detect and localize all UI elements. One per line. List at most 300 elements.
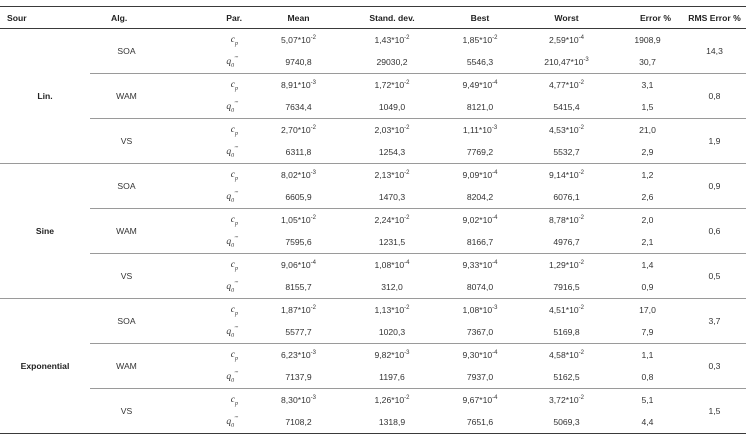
table-row [0,254,746,277]
mean-cell-times-ten: *10 [297,125,311,135]
stand-dev-cell-times-ten: *10 [391,260,405,270]
best-cell [439,74,521,97]
worst-cell: 4976,7 [521,231,612,254]
worst-cell-exponent: -2 [578,350,584,357]
rms-error-cell: 1,9 [683,119,746,164]
error-cell: 0,8 [612,366,683,389]
param-q0 [163,276,252,299]
stand-dev-cell-mantissa: 1,13 [374,305,392,315]
stand-dev-cell: 1470,3 [345,186,439,209]
stand-dev-cell-mantissa: 1,72 [374,80,392,90]
worst-cell-mantissa: 4,58 [549,350,566,360]
mean-cell-mantissa: 9,06 [281,260,298,270]
param-subscript: 0 [231,242,235,249]
mean-cell-times-ten: *10 [297,260,311,270]
mean-cell-mantissa: 5,07 [281,35,298,45]
worst-cell-mantissa: 8,78 [549,215,566,225]
mean-cell: 5577,7 [252,321,345,344]
worst-cell-exponent: -2 [578,80,584,87]
error-cell: 2,9 [612,141,683,164]
best-cell-times-ten: *10 [479,395,493,405]
mean-cell-exponent: -2 [310,215,316,222]
worst-cell-exponent: -2 [578,395,584,402]
stand-dev-cell-times-ten: *10 [391,215,405,225]
best-cell: 8204,2 [439,186,521,209]
best-cell-mantissa: 9,33 [462,260,480,270]
param-superscript: ''' [234,325,238,332]
header-par: Par. [163,7,252,29]
param-subscript: 0 [231,62,235,69]
worst-cell-mantissa: 1,29 [549,260,566,270]
error-cell: 7,9 [612,321,683,344]
param-superscript: ''' [234,280,238,287]
worst-cell: 6076,1 [521,186,612,209]
param-base: q [226,57,232,67]
stand-dev-cell-times-ten: *10 [391,395,405,405]
worst-cell-times-ten: *10 [565,170,579,180]
mean-cell-times-ten: *10 [297,215,311,225]
error-cell: 3,1 [641,80,654,90]
mean-cell-mantissa: 8,30 [281,395,298,405]
best-cell [439,29,521,52]
worst-cell [521,164,612,187]
best-cell [439,164,521,187]
stand-dev-cell-times-ten: *10 [391,350,405,360]
table-body [0,29,746,434]
best-cell-mantissa: 9,49 [462,80,480,90]
param-superscript: ''' [234,55,238,62]
param-superscript: ''' [234,145,238,152]
error-cell: 2,6 [612,186,683,209]
best-cell-times-ten: *10 [479,215,493,225]
worst-cell-times-ten: *10 [565,350,579,360]
worst-cell [521,299,612,322]
stand-dev-cell-mantissa: 9,82 [374,350,392,360]
table-row [0,389,746,412]
stand-dev-cell-mantissa: 1,08 [374,260,392,270]
worst-cell-times-ten: *10 [565,305,579,315]
best-cell [439,209,521,232]
algorithm-label: WAM [90,209,163,254]
best-cell-times-ten: *10 [479,350,493,360]
param-superscript: ''' [234,235,238,242]
best-cell-exponent: -3 [492,305,498,312]
best-cell [439,344,521,367]
worst-cell-mantissa: 4,77 [549,80,566,90]
header-mean: Mean [252,7,345,29]
best-cell: 8121,0 [439,96,521,119]
worst-cell-exponent: -2 [578,125,584,132]
param-base: q [226,192,232,202]
best-cell-mantissa: 9,02 [462,215,480,225]
stand-dev-cell-times-ten: *10 [391,80,405,90]
worst-cell: 7916,5 [521,276,612,299]
stand-dev-cell: 1318,9 [345,411,439,434]
worst-cell [521,254,612,277]
best-cell-exponent: -4 [492,215,498,222]
param-base: c [230,170,235,180]
mean-cell-mantissa: 1,05 [281,215,298,225]
mean-cell [252,29,345,52]
mean-cell-exponent: -2 [310,305,316,312]
best-cell: 8074,0 [439,276,521,299]
worst-cell [521,389,612,412]
mean-cell-mantissa: 6,23 [281,350,298,360]
best-cell-exponent: -4 [492,260,498,267]
param-q0 [163,96,252,119]
best-cell [439,254,521,277]
stand-dev-cell-times-ten: *10 [391,125,405,135]
stand-dev-cell-mantissa: 2,13 [374,170,392,180]
param-superscript: ''' [234,100,238,107]
rms-error-cell: 3,7 [683,299,746,344]
mean-cell: 7595,6 [252,231,345,254]
param-q0 [163,51,252,74]
best-cell-mantissa: 9,30 [462,350,480,360]
algorithm-label: SOA [90,29,163,74]
param-base: c [230,35,235,45]
worst-cell-mantissa: 9,14 [549,170,566,180]
mean-cell: 7108,2 [252,411,345,434]
best-cell-mantissa: 1,08 [462,305,480,315]
error-cell: 5,1 [641,395,654,405]
stand-dev-cell [345,164,439,187]
best-cell [439,119,521,142]
mean-cell-times-ten: *10 [297,170,311,180]
param-base: c [230,395,235,405]
param-q0 [163,411,252,434]
param-base: c [230,125,235,135]
error-cell: 17,0 [639,305,656,315]
param-cp [163,389,252,412]
worst-cell [521,344,612,367]
best-cell-mantissa: 1,85 [462,35,480,45]
param-base: q [226,417,232,427]
mean-cell-exponent: -2 [310,35,316,42]
stand-dev-cell-mantissa: 2,03 [374,125,392,135]
worst-cell-exponent: -2 [578,215,584,222]
table-row [0,209,746,232]
stand-dev-cell-exponent: -2 [404,305,410,312]
mean-cell-exponent: -3 [310,170,316,177]
rms-error-cell: 0,6 [683,209,746,254]
mean-cell-mantissa: 2,70 [281,125,298,135]
results-table [0,6,746,434]
stand-dev-cell: 29030,2 [345,51,439,74]
worst-cell: 5532,7 [521,141,612,164]
table-row [0,164,746,187]
error-cell: 2,1 [612,231,683,254]
stand-dev-cell-times-ten: *10 [391,35,405,45]
mean-cell-exponent: -3 [310,350,316,357]
mean-cell: 6311,8 [252,141,345,164]
error-cell: 1,5 [612,96,683,119]
worst-cell-exponent: -2 [578,305,584,312]
worst-cell [521,51,612,74]
worst-cell-mantissa: 4,53 [549,125,566,135]
stand-dev-cell [345,389,439,412]
best-cell: 7367,0 [439,321,521,344]
stand-dev-cell [345,29,439,52]
header-alg: Alg. [90,7,163,29]
param-q0 [163,366,252,389]
worst-cell-times-ten: *10 [565,35,579,45]
algorithm-label: WAM [90,344,163,389]
best-cell: 5546,3 [439,51,521,74]
best-cell-times-ten: *10 [479,35,493,45]
mean-cell: 6605,9 [252,186,345,209]
algorithm-label: VS [90,389,163,434]
worst-cell-times-ten: *10 [565,125,579,135]
error-cell: 21,0 [639,125,656,135]
stand-dev-cell: 312,0 [345,276,439,299]
error-cell: 1,4 [641,260,654,270]
param-cp [163,209,252,232]
table-row [0,119,746,142]
stand-dev-cell: 1049,0 [345,96,439,119]
param-cp [163,254,252,277]
param-cp [163,74,252,97]
param-base: q [226,237,232,247]
param-base: c [230,305,235,315]
mean-cell: 7634,4 [252,96,345,119]
best-cell-mantissa: 9,09 [462,170,480,180]
stand-dev-cell-mantissa: 1,43 [374,35,392,45]
param-q0 [163,141,252,164]
param-cp [163,344,252,367]
stand-dev-cell-mantissa: 1,26 [374,395,392,405]
mean-cell-exponent: -3 [310,395,316,402]
param-subscript: 0 [231,152,235,159]
param-superscript: ''' [234,190,238,197]
stand-dev-cell [345,209,439,232]
param-subscript: p [235,220,238,227]
stand-dev-cell [345,299,439,322]
mean-cell [252,299,345,322]
rms-error-cell: 0,5 [683,254,746,299]
param-subscript: p [235,310,238,317]
mean-cell [252,209,345,232]
worst-cell-mantissa: 2,59 [549,35,566,45]
table-row [0,344,746,367]
mean-cell [252,344,345,367]
worst-cell-mantissa: 3,72 [549,395,566,405]
mean-cell [252,389,345,412]
param-base: q [226,102,232,112]
worst-cell: 5169,8 [521,321,612,344]
param-subscript: 0 [231,107,235,114]
best-cell: 8166,7 [439,231,521,254]
rms-error-cell: 0,3 [683,344,746,389]
error-cell: 2,0 [641,215,654,225]
algorithm-label: SOA [90,164,163,209]
stand-dev-cell-times-ten: *10 [391,170,405,180]
error-cell: 0,9 [612,276,683,299]
error-cell: 1908,9 [634,35,661,45]
best-cell-exponent: -4 [492,395,498,402]
stand-dev-cell [345,254,439,277]
worst-cell-exponent: -3 [583,57,589,64]
error-cell: 30,7 [612,51,683,74]
header-worst: Worst [521,7,612,29]
best-cell-exponent: -2 [492,35,498,42]
best-cell-times-ten: *10 [478,125,492,135]
source-label: Lin. [0,29,90,164]
header-rms-error: RMS Error % [683,7,746,29]
algorithm-label: WAM [90,74,163,119]
mean-cell [252,164,345,187]
mean-cell-mantissa: 8,91 [281,80,298,90]
stand-dev-cell-exponent: -2 [404,170,410,177]
param-base: q [226,147,232,157]
param-base: q [226,327,232,337]
source-label: Sine [0,164,90,299]
param-base: c [230,215,235,225]
mean-cell-times-ten: *10 [297,80,311,90]
error-cell: 4,4 [612,411,683,434]
stand-dev-cell-exponent: -2 [404,35,410,42]
error-cell: 1,1 [641,350,654,360]
rms-error-cell: 0,8 [683,74,746,119]
header-stand-dev: Stand. dev. [345,7,439,29]
param-subscript: 0 [231,422,235,429]
best-cell [439,299,521,322]
param-subscript: p [235,40,238,47]
best-cell-exponent: -3 [491,125,498,132]
rms-error-cell: 14,3 [683,29,746,74]
error-cell: 1,2 [641,170,654,180]
stand-dev-cell-exponent: -2 [404,80,410,87]
param-subscript: p [235,355,238,362]
best-cell-exponent: -4 [492,170,498,177]
stand-dev-cell: 1231,5 [345,231,439,254]
param-cp [163,299,252,322]
param-base: c [230,350,235,360]
param-base: q [226,372,232,382]
stand-dev-cell-exponent: -2 [404,125,410,132]
stand-dev-cell-mantissa: 2,24 [374,215,392,225]
worst-cell: 5415,4 [521,96,612,119]
best-cell: 7651,6 [439,411,521,434]
worst-cell [521,29,612,52]
worst-cell [521,74,612,97]
best-cell-exponent: -4 [492,350,498,357]
table-header-row [0,7,746,29]
mean-cell-times-ten: *10 [297,35,311,45]
worst-cell-exponent: -4 [578,35,584,42]
best-cell-times-ten: *10 [479,170,493,180]
mean-cell-exponent: -4 [310,260,316,267]
stand-dev-cell: 1020,3 [345,321,439,344]
param-subscript: 0 [231,332,235,339]
mean-cell-times-ten: *10 [297,395,311,405]
param-q0 [163,186,252,209]
best-cell-times-ten: *10 [479,260,493,270]
mean-cell [252,254,345,277]
param-cp [163,29,252,52]
stand-dev-cell [345,119,439,142]
worst-cell-times-ten: *10 [570,57,584,67]
table-row [0,74,746,97]
mean-cell-mantissa: 1,87 [281,305,298,315]
rms-error-cell: 0,9 [683,164,746,209]
param-subscript: p [235,85,238,92]
param-base: c [230,80,235,90]
best-cell-times-ten: *10 [479,305,493,315]
param-subscript: p [235,130,238,137]
param-subscript: 0 [231,287,235,294]
param-superscript: ''' [234,415,238,422]
mean-cell: 9740,8 [252,51,345,74]
worst-cell-exponent: -2 [578,260,584,267]
table-row [0,29,746,52]
param-subscript: p [235,175,238,182]
worst-cell: 5162,5 [521,366,612,389]
worst-cell-times-ten: *10 [565,80,579,90]
param-base: q [226,282,232,292]
stand-dev-cell-exponent: -4 [404,260,410,267]
worst-cell [521,119,612,142]
best-cell-times-ten: *10 [479,80,493,90]
algorithm-label: VS [90,119,163,164]
stand-dev-cell: 1197,6 [345,366,439,389]
param-cp [163,119,252,142]
best-cell-mantissa: 1,11 [462,125,479,135]
param-subscript: 0 [231,377,235,384]
param-subscript: p [235,400,238,407]
worst-cell-mantissa: 4,51 [549,305,566,315]
best-cell-exponent: -4 [492,80,498,87]
mean-cell-exponent: -2 [310,125,316,132]
mean-cell [252,119,345,142]
header-best: Best [439,7,521,29]
mean-cell-mantissa: 8,02 [281,170,298,180]
param-base: c [230,260,235,270]
stand-dev-cell-times-ten: *10 [391,305,405,315]
header-error: Error % [612,7,683,29]
worst-cell: 5069,3 [521,411,612,434]
param-superscript: ''' [234,370,238,377]
mean-cell: 7137,9 [252,366,345,389]
worst-cell-times-ten: *10 [565,260,579,270]
worst-cell-exponent: -2 [578,170,584,177]
source-label: Exponential [0,299,90,434]
mean-cell-exponent: -3 [310,80,316,87]
mean-cell: 8155,7 [252,276,345,299]
best-cell: 7769,2 [439,141,521,164]
stand-dev-cell [345,344,439,367]
algorithm-label: SOA [90,299,163,344]
worst-cell-times-ten: *10 [565,395,579,405]
mean-cell-times-ten: *10 [297,350,311,360]
algorithm-label: VS [90,254,163,299]
stand-dev-cell [345,74,439,97]
best-cell-mantissa: 9,67 [462,395,480,405]
worst-cell-mantissa: 210,47 [544,57,571,67]
rms-error-cell: 1,5 [683,389,746,434]
mean-cell-times-ten: *10 [297,305,311,315]
stand-dev-cell-exponent: -2 [404,215,410,222]
worst-cell-times-ten: *10 [565,215,579,225]
table-row [0,299,746,322]
param-subscript: 0 [231,197,235,204]
param-q0 [163,231,252,254]
stand-dev-cell: 1254,3 [345,141,439,164]
stand-dev-cell-exponent: -3 [404,350,410,357]
header-sour: Sour [0,7,90,29]
best-cell: 7937,0 [439,366,521,389]
param-cp [163,164,252,187]
